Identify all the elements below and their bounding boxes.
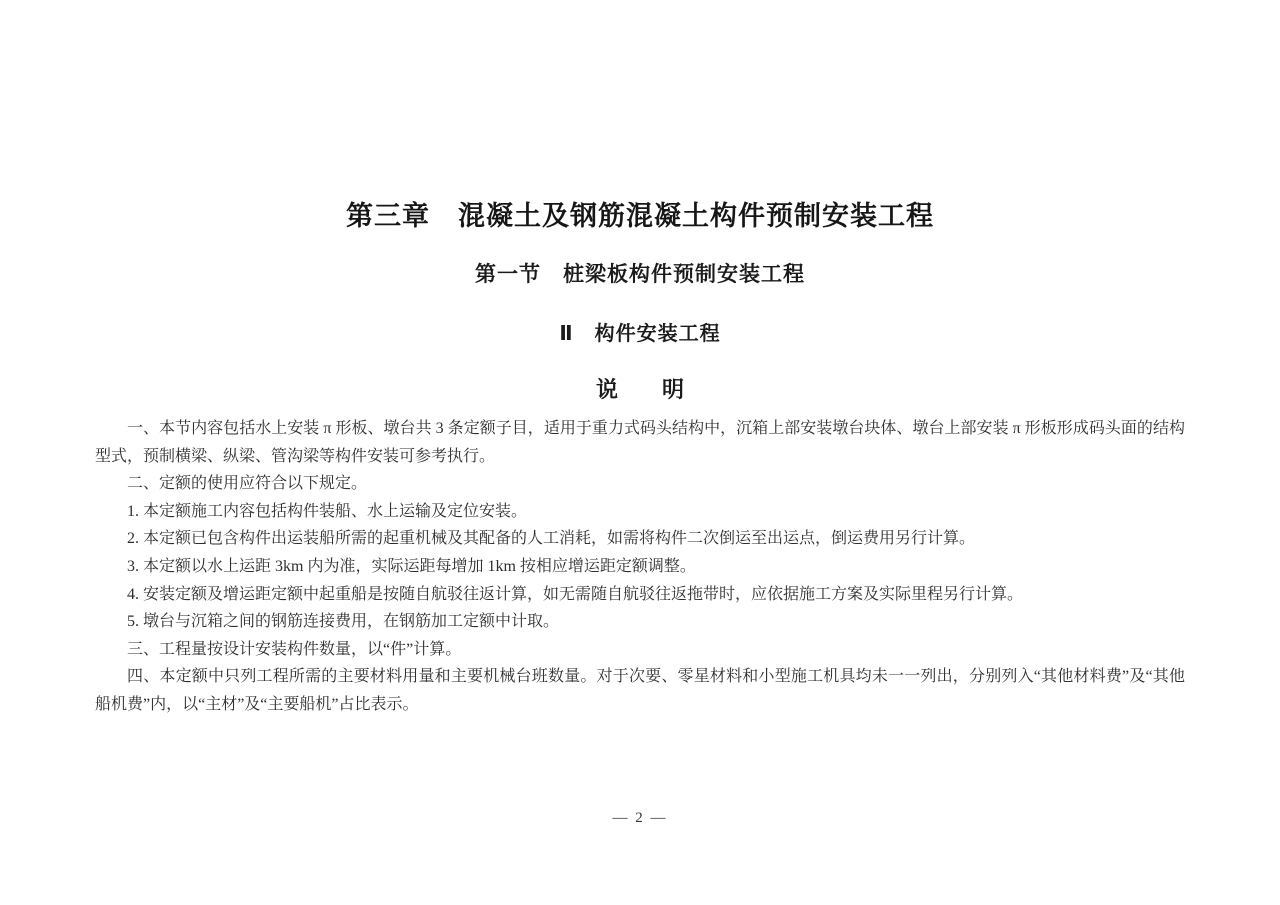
paragraph: 四、本定额中只列工程所需的主要材料用量和主要机械台班数量。对于次要、零星材料和小型施工机具均未一一列出，分别列入“其他材料费”及“其他船机费”内，以“主材”及“主要船机”占比表示。 <box>95 668 1185 713</box>
paragraph: 5. 墩台与沉箱之间的钢筋连接费用，在钢筋加工定额中计取。 <box>127 613 560 631</box>
subsection-title: Ⅱ 构件安装工程 <box>559 323 721 345</box>
paragraph: 4. 安装定额及增运距定额中起重船是按随自航驳往返计算，如无需随自航驳往返拖带时，应依据施工方案及实际里程另行计算。 <box>127 585 1024 603</box>
chapter-title: 第三章 混凝土及钢筋混凝土构件预制安装工程 <box>346 201 934 231</box>
paragraph: 一、本节内容包括水上安装 π 形板、墩台共 3 条定额子目，适用于重力式码头结构中，沉箱上部安装墩台块体、墩台上部安装 π 形板形成码头面的结构型式，预制横梁、纵梁、管沟梁等构件安装可参考执行。 <box>95 420 1185 465</box>
paragraph: 2. 本定额已包含构件出运装船所需的起重机械及其配备的人工消耗，如需将构件二次倒运至出运点，倒运费用另行计算。 <box>127 530 976 548</box>
notes-body <box>95 415 1185 719</box>
paragraph: 1. 本定额施工内容包括构件装船、水上运输及定位安装。 <box>127 502 528 520</box>
paragraph: 三、工程量按设计安装构件数量，以“件”计算。 <box>127 640 462 658</box>
paragraph: 二、定额的使用应符合以下规定。 <box>127 475 368 493</box>
page-number: — 2 — <box>612 810 668 826</box>
notes-heading: 说 明 <box>595 377 684 402</box>
section-title: 第一节 桩梁板构件预制安装工程 <box>475 263 805 286</box>
paragraph: 3. 本定额以水上运距 3km 内为准，实际运距每增加 1km 按相应增运距定额调整。 <box>127 557 696 575</box>
